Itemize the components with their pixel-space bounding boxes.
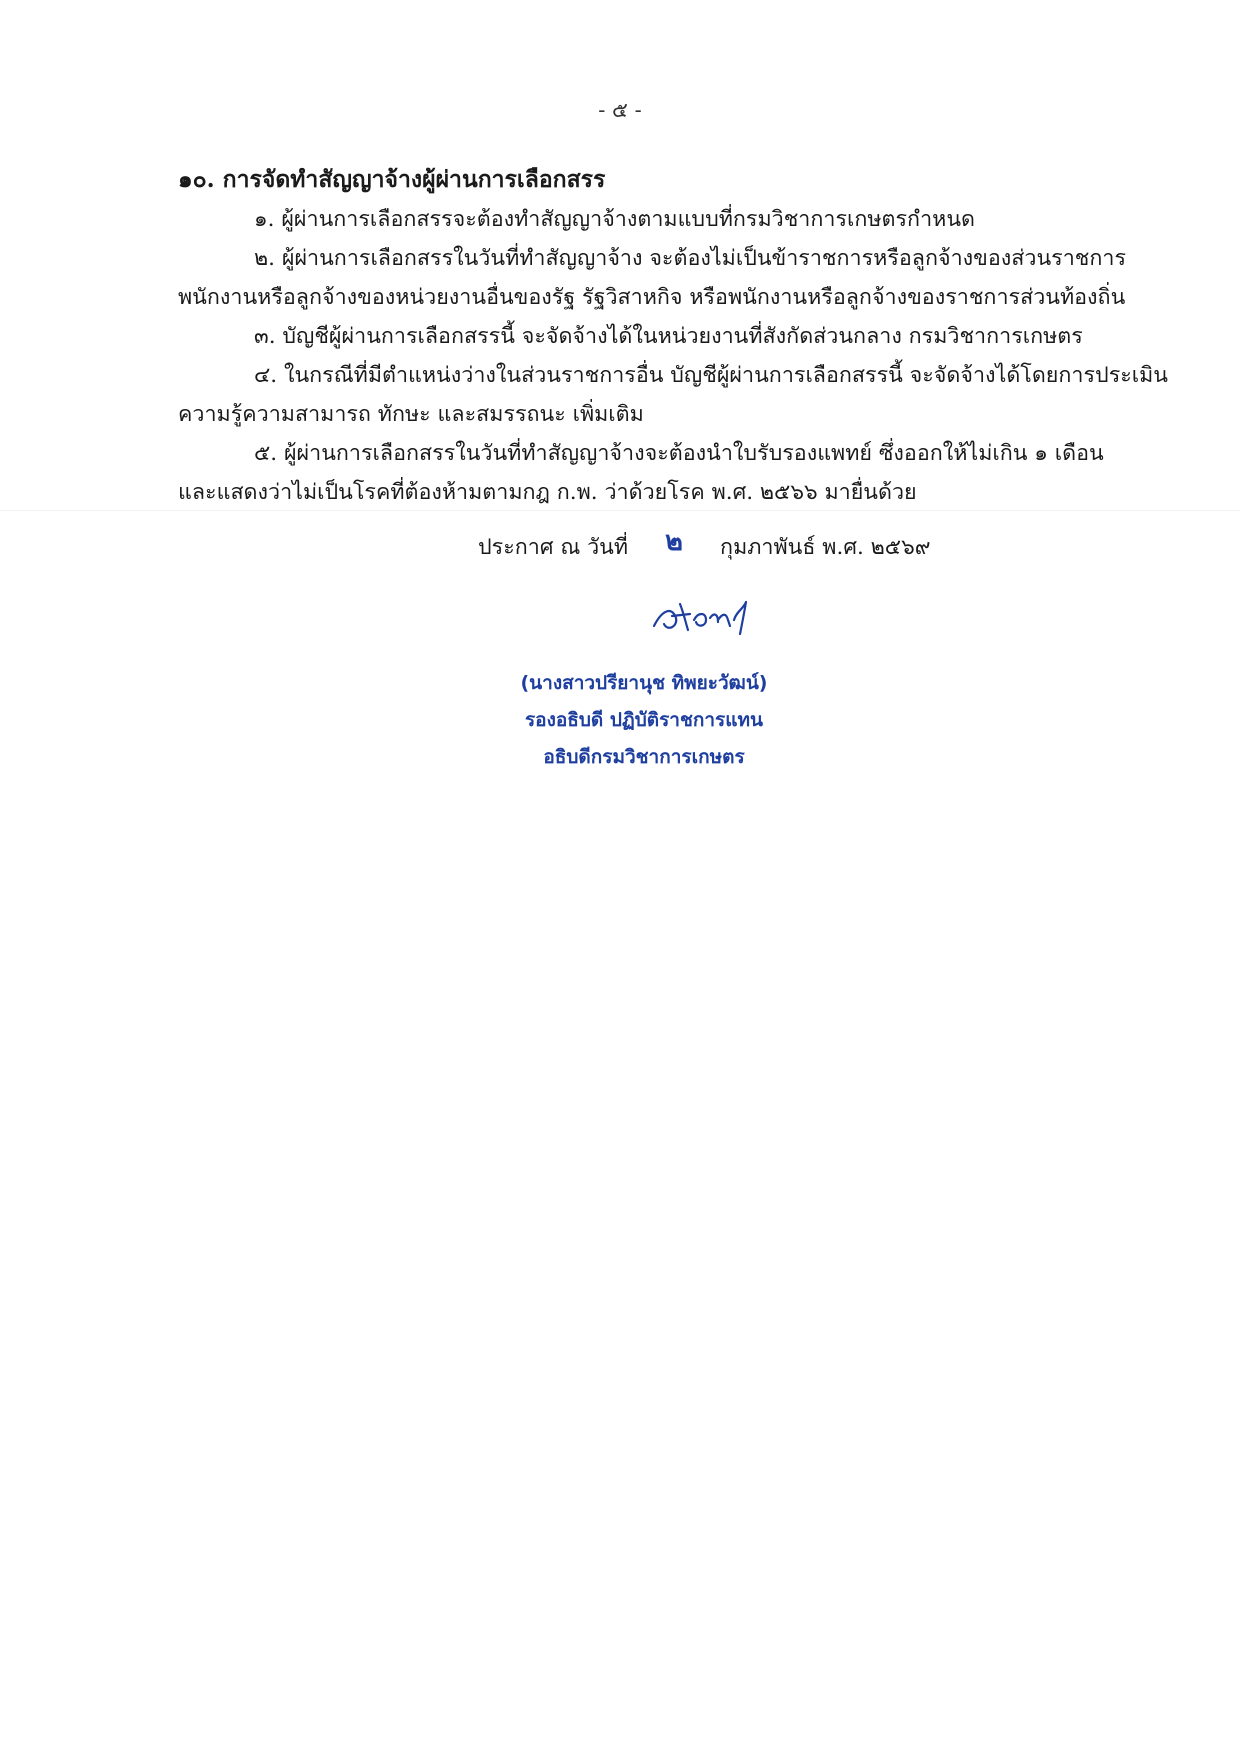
list-item: [178, 434, 1126, 512]
signer-organization: อธิบดีกรมวิชาการเกษตร: [543, 746, 745, 768]
section-title: ๑๐. การจัดทำสัญญาจ้างผู้ผ่านการเลือกสรร: [178, 166, 606, 193]
announcement-prefix: ประกาศ ณ วันที่: [478, 534, 629, 560]
announcement-suffix: กุมภาพันธ์ พ.ศ. ๒๕๖๙: [720, 534, 931, 560]
list-item-continuation: และแสดงว่าไม่เป็นโรคที่ต้องห้ามตามกฎ ก.พ. ว่าด้วยโรค พ.ศ. ๒๕๖๖ มายื่นด้วย: [178, 480, 917, 505]
signer-position: รองอธิบดี ปฏิบัติราชการแทน: [524, 709, 764, 731]
list-item: [178, 317, 1126, 356]
page-number: - ๕ -: [598, 98, 642, 122]
list-item-line: ๔. ในกรณีที่มีตำแหน่งว่างในส่วนราชการอื่น บัญชีผู้ผ่านการเลือกสรรนี้ จะจัดจ้างได้โดยการประเมิน: [254, 363, 1169, 388]
list-item: [178, 356, 1169, 434]
list-item-line: ๒. ผู้ผ่านการเลือกสรรในวันที่ทำสัญญาจ้าง จะต้องไม่เป็นข้าราชการหรือลูกจ้างของส่วนราชการ: [254, 246, 1126, 271]
signer-name: (นางสาวปรียานุช ทิพยะวัฒน์): [520, 672, 768, 694]
handwritten-signature: [650, 590, 760, 640]
signer-block: [0, 665, 1240, 776]
list-item-line: ๕. ผู้ผ่านการเลือกสรรในวันที่ทำสัญญาจ้างจะต้องนำใบรับรองแพทย์ ซึ่งออกให้ไม่เกิน ๑ เดือน: [254, 441, 1104, 466]
list-item: [178, 239, 1126, 317]
list-item-continuation: พนักงานหรือลูกจ้างของหน่วยงานอื่นของรัฐ รัฐวิสาหกิจ หรือพนักงานหรือลูกจ้างของราชการส่วนท้องถิ่น: [178, 285, 1126, 310]
announcement-date-line: [478, 525, 930, 568]
section-employment-contract: [178, 160, 1169, 512]
list-item-continuation: ความรู้ความสามารถ ทักษะ และสมรรถนะ เพิ่มเติม: [178, 402, 644, 427]
list-item-line: ๑. ผู้ผ่านการเลือกสรรจะต้องทำสัญญาจ้างตามแบบที่กรมวิชาการเกษตรกำหนด: [254, 207, 975, 232]
list-item: [178, 200, 1126, 239]
list-item-line: ๓. บัญชีผู้ผ่านการเลือกสรรนี้ จะจัดจ้างได้ในหน่วยงานที่สังกัดส่วนกลาง กรมวิชาการเกษตร: [254, 324, 1083, 349]
handwritten-day: ๒: [665, 526, 683, 557]
